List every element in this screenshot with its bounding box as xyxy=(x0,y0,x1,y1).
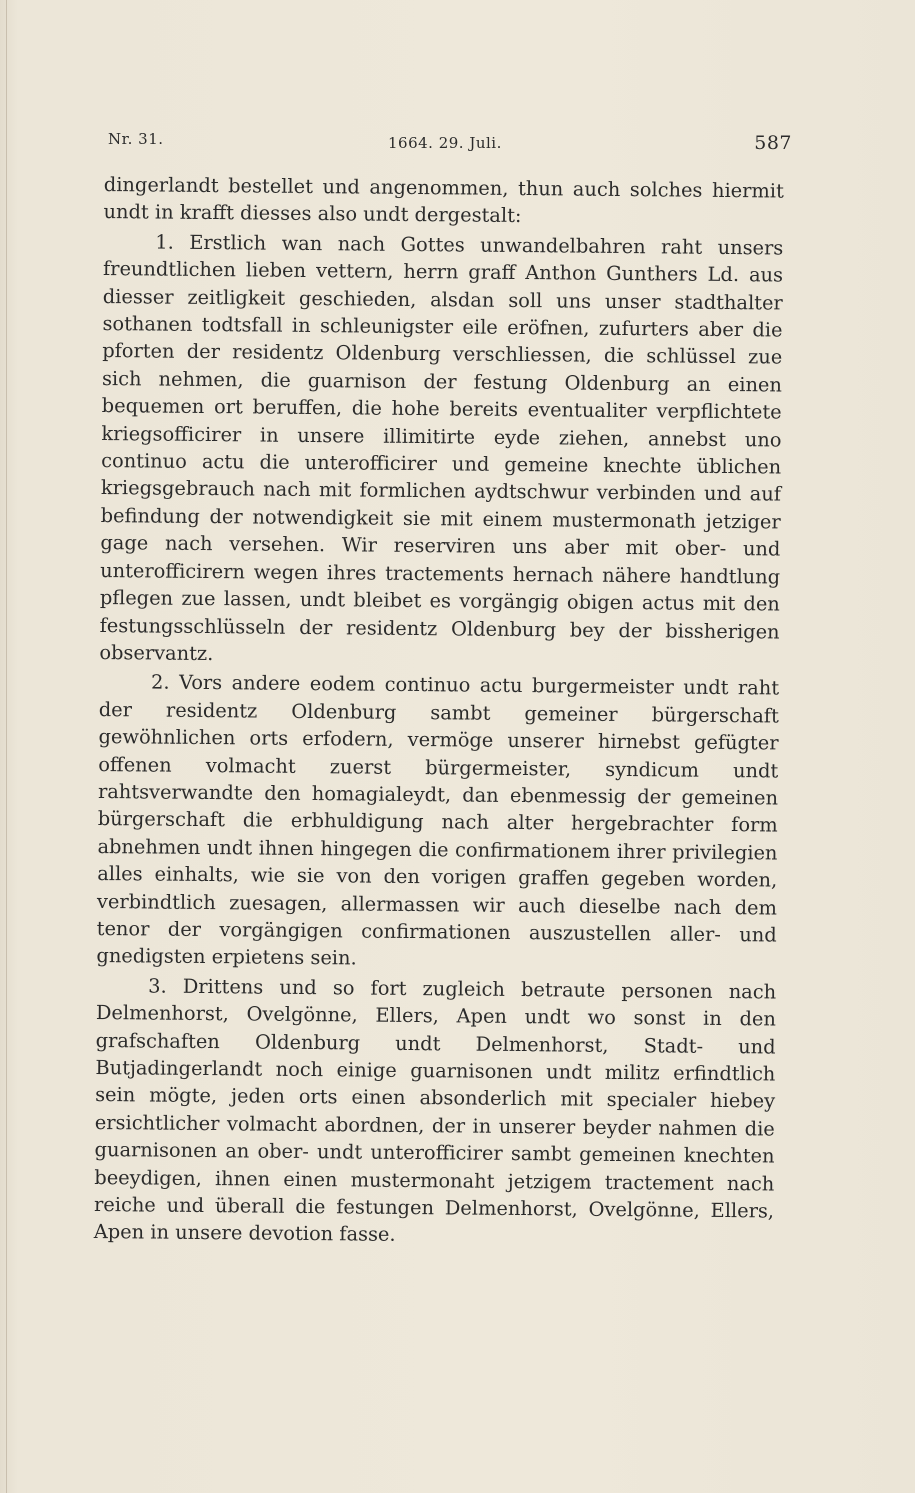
paragraph-1: 1. Erstlich wan nach Gottes unwandelbahren raht unsers freundtlichen lieben vettern, herrn graff Anthon Gunthers Ld. aus diesser zeitligkeit geschieden, alsdan soll uns unser stadthalter sothanen todtsfall in schleunigster eile eröfnen, zufurters aber die pforten der residentz Oldenburg verschliessen, die schlüssel zue sich nehmen, die guarnison der festung Oldenburg an einen bequemen ort beruffen, die hohe bereits eventualiter verpflichtete kriegsofficirer in unsere illimitirte eyde ziehen, annebst uno continuo actu die unterofficirer und gemeine knechte üblichen kriegsgebrauch nach mit formlichen aydtschwur verbinden und auf befindung der notwendigkeit sie mit einem mustermonath jetziger gage nach versehen. Wir reserviren uns aber mit ober- und unterofficirern wegen ihres tractements hernach nähere handtlung pflegen zue lassen, undt bleibet es vorgängig obigen actus mit den festungsschlüsseln der residentz Oldenburg bey der bissherigen observantz. xyxy=(99,230,784,665)
document-date: 1664. 29. Juli. xyxy=(388,134,502,152)
page-edge xyxy=(6,0,7,1493)
page-number: 587 xyxy=(754,132,792,154)
body-text xyxy=(94,171,784,1252)
paragraph-2: 2. Vors andere eodem continuo actu burgermeister undt raht der residentz Oldenburg sambt gemeiner bürgerschaft gewöhnlichen orts erfodern, vermöge unserer hirnebst gefügter offenen volmacht zuerst bürgermeister, syndicum undt rahtsverwandte den homagialeydt, dan ebenmessig der gemeinen bürgerschaft die erbhuldigung nach alter hergebrachter form abnehmen undt ihnen hingegen die confirmationem ihrer privilegien alles einhalts, wie sie von den vorigen graffen gegeben worden, verbindtlich zuesagen, allermassen wir auch dieselbe nach dem tenor der vorgängigen confirmationen auszustellen aller- und gnedigsten erpietens sein. xyxy=(96,670,780,970)
running-header xyxy=(108,126,792,156)
document-number: Nr. 31. xyxy=(108,130,164,148)
paragraph-continuation: dingerlandt bestellet und angenommen, thun auch solches hiermit undt in krafft diesses also undt dergestalt: xyxy=(103,172,784,228)
paragraph-3: 3. Drittens und so fort zugleich betraute personen nach Delmenhorst, Ovelgönne, Ellers, Apen undt wo sonst in den grafschaften Oldenburg undt Delmenhorst, Stadt- und Butjadingerlandt noch einige guarnisonen undt militz erfindtlich sein mögte, jeden orts einen absonderlich mit specialer hiebey ersichtlicher volmacht abordnen, der in unserer beyder nahmen die guarnisonen an ober- undt unterofficirer sambt gemeinen knechten beeydigen, ihnen einen mustermonaht jetzigem tractement nach reiche und überall die festungen Delmenhorst, Ovelgönne, Ellers, Apen in unsere devotion fasse. xyxy=(93,974,777,1247)
